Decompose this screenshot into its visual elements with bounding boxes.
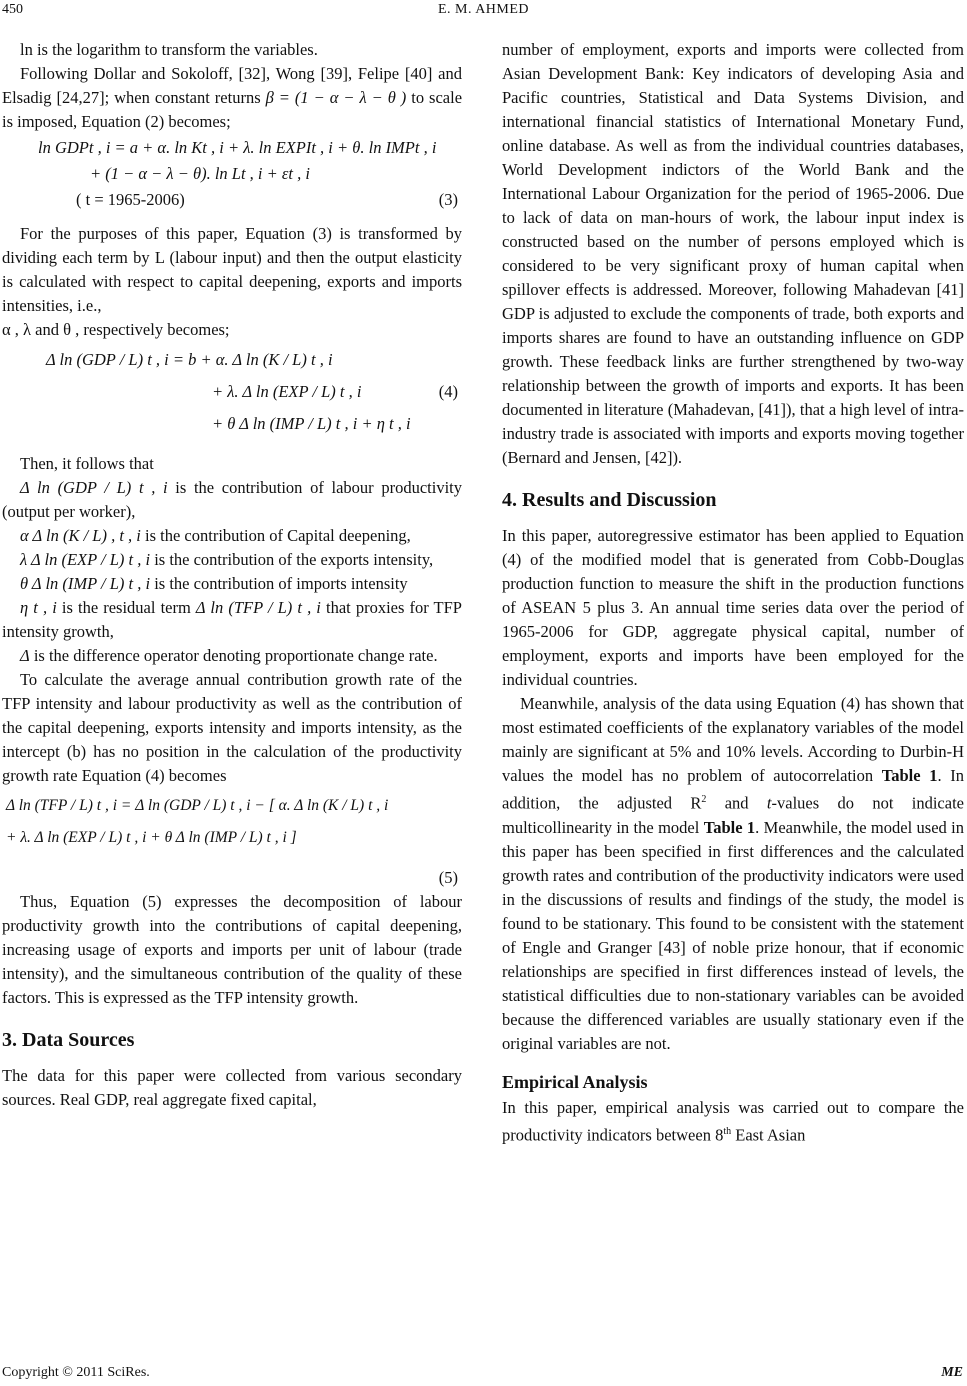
following-end: to scale is imposed, Equation (2) becomes; [2, 88, 463, 131]
page-header [0, 0, 967, 30]
paragraph-thus: Thus, Equation (5) expresses the decomposition of labour productivity growth into the contributions of capital deepening, increasing usage of exports and imports per unit of labour (trade intensity), and the simultaneous contribution of the quality of these factors. This is expressed as the TFP intensity growth. [2, 892, 462, 1007]
paragraph-ln: ln is the logarithm to transform the variables. [20, 40, 318, 59]
page-number: 450 [2, 2, 23, 17]
subsection-heading-empirical: Empirical Analysis [502, 1071, 648, 1092]
equation-4-line-1: Δ ln (GDP / L) t , i = b + α. Δ ln (K / L) t , i [46, 350, 333, 369]
equation-5-line-1: Δ ln (TFP / L) t , i = Δ ln (GDP / L) t , i − [ α. Δ ln (K / L) t , i [6, 797, 389, 814]
equation-3-line-1: ln GDPt , i = a + α. ln Kt , i + λ. ln EXPIt , i + θ. ln IMPt , i [38, 138, 437, 157]
equation-4-line-3: + θ Δ ln (IMP / L) t , i + η t , i [212, 414, 411, 433]
definition-imports-intensity: θ Δ ln (IMP / L) t , i is the contribution of imports intensity [20, 574, 408, 593]
paragraph-following [2, 62, 462, 134]
left-column [2, 38, 462, 1112]
paragraph-data-sources: The data for this paper were collected from various secondary sources. Real GDP, real aggregate fixed capital, [2, 1066, 462, 1109]
paragraph-meanwhile: Meanwhile, analysis of the data using Equation (4) has shown that most estimated coefficients of the explanatory variables of the model mainly are significant at 5% and 10% levels. According to Durbin-H values the model has no problem of autocorrelation Table 1. In addition, the adjusted $R^2$ and t-values do not indicate multicollinearity in the model Table 1. Meanwhile, the model used in this paper has been specified in first differences and the calculated growth rates and contribution of the productivity indicators were used in the discussions of results and findings of the study, the model is found to be stationary. This found to be consistent with the statement of Engle and Granger [43] of noble prize honour, that if economic relationships are specified in first differences instead of levels, the statistical difficulties due to non-stationary variables can be avoided because the differenced variables are usually stationary even if the original variables are not. [502, 694, 964, 1053]
purposes-end: α , λ and θ , respectively becomes; [2, 320, 230, 339]
paragraph-purposes: For the purposes of this paper, Equation (3) is transformed by dividing each term by L (labour input) and then the output elasticity is calculated with respect to capital deepening, exports and imports intensities, i.e., [2, 224, 462, 315]
equation-4-number: (4) [438, 382, 458, 401]
section-heading-data-sources: 3. Data Sources [2, 1029, 135, 1051]
right-column [502, 38, 964, 1147]
equation-3-line-3: ( t = 1965-2006) (3) [76, 188, 462, 214]
definition-difference-operator: Δ is the difference operator denoting proportionate change rate. [20, 646, 438, 665]
paragraph-results: In this paper, autoregressive estimator has been applied to Equation (4) of the modified model that is generated from Cobb-Douglas production function to measure the shift in the production functions of ASEAN 5 plus 3. An annual time series data over the period of 1965-2006 for GDP, aggregate physical capital, number of employment, exports and imports have been employed for the individual countries. [502, 526, 964, 689]
equation-5-number: (5) [438, 868, 458, 887]
definition-labour-productivity: Δ ln (GDP / L) t , i is the contribution of labour productivity (output per worker), [2, 478, 462, 521]
definition-residual-term: η t , i is the residual term Δ ln (TFP / L) t , i that proxies for TFP intensity growth, [2, 598, 462, 641]
running-author: E. M. AHMED [437, 2, 530, 17]
paragraph-data-continued: number of employment, exports and imports were collected from Asian Development Bank: Key indicators of developing Asia and Pacific countries, Statistical and Data Systems Division, and international financial statistics of International Monetary Fund, online database. As well as from the individual countries databases, World Development indictors of the World Bank and the International Labour Organization for the period of 1965-2006. Due to lack of data on man-hours of work, the labour input index is constructed based on the number of persons employed which is considered to be very significant proxy of human capital when spillover effects is addressed. Moreover, following Mahadevan [41] GDP is adjusted to exclude the components of trade, both exports and imports shares are found to have an outstanding influence on GDP growth. These feedback links are further strengthened by two-way relationship between the growth of imports and exports. It has been documented in literature (Mahadevan, [41]), that a high level of intra-industry trade is associated with imports and exports moving together (Bernard and Jensen, [42]). [502, 40, 964, 467]
table-1-ref: Table 1 [881, 766, 938, 785]
beta-constraint: β = (1 − α − λ − θ ) [265, 88, 407, 107]
equation-4-line-2: + λ. Δ ln (EXP / L) t , i (4) [212, 380, 462, 412]
equation-5-line-2: + λ. Δ ln (EXP / L) t , i + θ Δ ln (IMP / L) t , i ] [6, 829, 297, 846]
paragraph-empirical: In this paper, empirical analysis was carried out to compare the productivity indicators between 8th East Asian [502, 1097, 964, 1144]
journal-abbrev: ME [941, 1365, 963, 1380]
section-heading-results: 4. Results and Discussion [502, 489, 717, 511]
definition-capital-deepening: α Δ ln (K / L) , t , i is the contribution of Capital deepening, [20, 526, 411, 545]
equation-5-number-row [2, 858, 462, 890]
definition-exports-intensity: λ Δ ln (EXP / L) t , i is the contribution of the exports intensity, [20, 550, 434, 569]
following-text: Following Dollar and Sokoloff, [32], Wong [39], Felipe [40] and Elsadig [24,27]; when constant returns [2, 64, 462, 107]
paragraph-calculate: To calculate the average annual contribution growth rate of the TFP intensity and labour productivity as well as the contribution of the capital deepening, exports intensity and imports intensity, as the intercept (b) has no position in the calculation of the productivity growth rate Equation (4) becomes [2, 670, 462, 785]
equation-3-line-2: + (1 − α − λ − θ). ln Lt , i + εt , i [90, 164, 310, 183]
paragraph-then: Then, it follows that [20, 454, 154, 473]
copyright-text: Copyright © 2011 SciRes. [2, 1365, 150, 1380]
table-1-ref-2: Table 1 [703, 817, 756, 837]
equation-3-number: (3) [438, 190, 458, 209]
